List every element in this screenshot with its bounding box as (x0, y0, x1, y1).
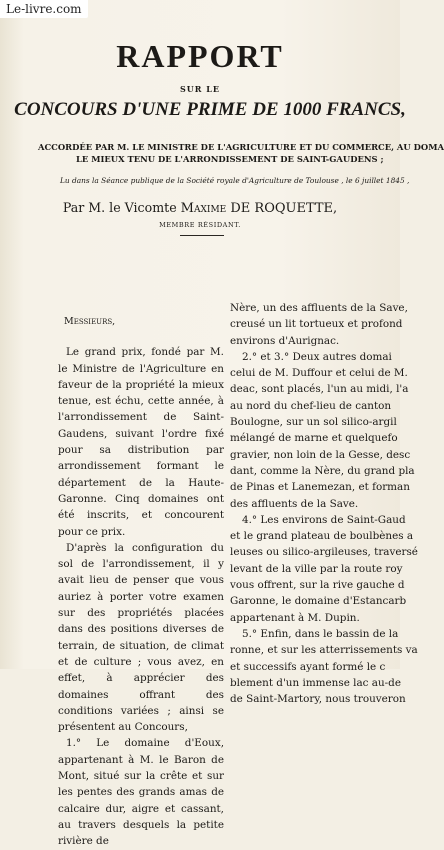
subtitle-description (38, 141, 444, 165)
document-title: RAPPORT (116, 38, 284, 74)
session-note: Lu dans la Séance publique de la Société royale d'Agriculture de Toulouse , le 6 juillet 1845 , (60, 176, 410, 185)
text-line: et le grand plateau de boulbènes a (230, 530, 414, 543)
author-role: MEMBRE RÉSIDANT. (159, 221, 241, 229)
text-line: deac, sont placés, l'un au midi, l'a (230, 383, 409, 396)
document-subtitle: CONCOURS D'UNE PRIME DE 1000 FRANCS, (14, 99, 406, 120)
text-line: appartenant à M. Dupin. (230, 611, 360, 624)
text-line: celui de M. Duffour et celui de M. (230, 367, 408, 380)
salutation: Messieurs, (64, 316, 116, 327)
text-line: de Pinas et Lanemezan, et forman (230, 481, 410, 494)
text-line: gravier, non loin de la Gesse, desc (230, 448, 411, 461)
text-line: Boulogne, sur un sol silico-argil (230, 416, 397, 429)
title-connector: SUR LE (180, 84, 220, 94)
paragraph-domaine-eoux: 1.° Le domaine d'Eoux, appartenant à M. le Baron de Mont, situé sur la crête et sur les pentes des grands amas de calcaire dur, aigre et cassant, au travers desquels la petite rivière de (58, 737, 224, 848)
subtitle-description-line2: LE MIEUX TENU DE L'ARRONDISSEMENT DE SAINT-GAUDENS ; (76, 154, 384, 164)
text-line: leuses ou silico-argileuses, traversé (230, 546, 418, 559)
site-watermark-label: Le-livre.com (0, 0, 88, 18)
left-text-column (58, 300, 224, 850)
author-prefix: Par M. le Vicomte (62, 200, 177, 215)
text-line: dant, comme la Nère, du grand pla (230, 464, 415, 477)
text-line: au nord du chef-lieu de canton (230, 399, 392, 412)
text-line: Nère, un des affluents de la Save, (230, 302, 408, 314)
text-line: de Saint-Martory, nous trouveron (230, 693, 406, 706)
text-line: et successifs ayant formé le c (230, 660, 386, 673)
text-line: creusé un lit tortueux et profond (230, 318, 403, 331)
subtitle-description-line1: ACCORDÉE PAR M. LE MINISTRE DE L'AGRICULTURE ET DU COMMERCE, AU DOMA (38, 142, 444, 152)
text-line: 2.° et 3.° Deux autres domai (242, 350, 392, 363)
author-name: Maxime DE ROQUETTE, (180, 201, 338, 216)
author-line (0, 200, 400, 216)
text-line: levant de la ville par la route roy (230, 562, 403, 575)
right-text-column (230, 300, 420, 707)
text-line: blement d'un immense lac au-de (230, 676, 401, 689)
text-line: 5.° Enfin, dans le bassin de la (242, 627, 399, 640)
text-line: des affluents de la Save. (230, 497, 359, 510)
text-line: 4.° Les environs de Saint-Gaud (242, 513, 406, 526)
text-line: Garonne, le domaine d'Estancarb (230, 595, 407, 608)
text-line: environs d'Aurignac. (230, 334, 340, 347)
paragraph-configuration: D'après la configuration du sol de l'arrondissement, il y avait lieu de penser que vous auriez à porter votre examen sur des propriétés placées dans des positions diverses de terrain, de situation, de climat et de culture ; vous avez, en effet, à apprécier des domaines offrant des conditions variées ; ainsi se présentent au Concours, (58, 541, 224, 734)
text-line: vous offrent, sur la rive gauche d (230, 579, 405, 592)
paragraph-grand-prix: Le grand prix, fondé par M. le Ministre de l'Agriculture en faveur de la propriété la mieux tenue, est échu, cette année, à l'arrondissement de Saint-Gaudens, suivant l'ordre fixé pour sa distribution par arrondissement formant le département de la Haute-Garonne. Cinq domaines ont été inscrits, et concourent pour ce prix. (58, 346, 224, 538)
text-line: ronne, et sur les atterrissements va (230, 644, 418, 657)
title-divider (180, 235, 224, 236)
text-line: mélangé de marne et quelquefo (230, 432, 398, 445)
